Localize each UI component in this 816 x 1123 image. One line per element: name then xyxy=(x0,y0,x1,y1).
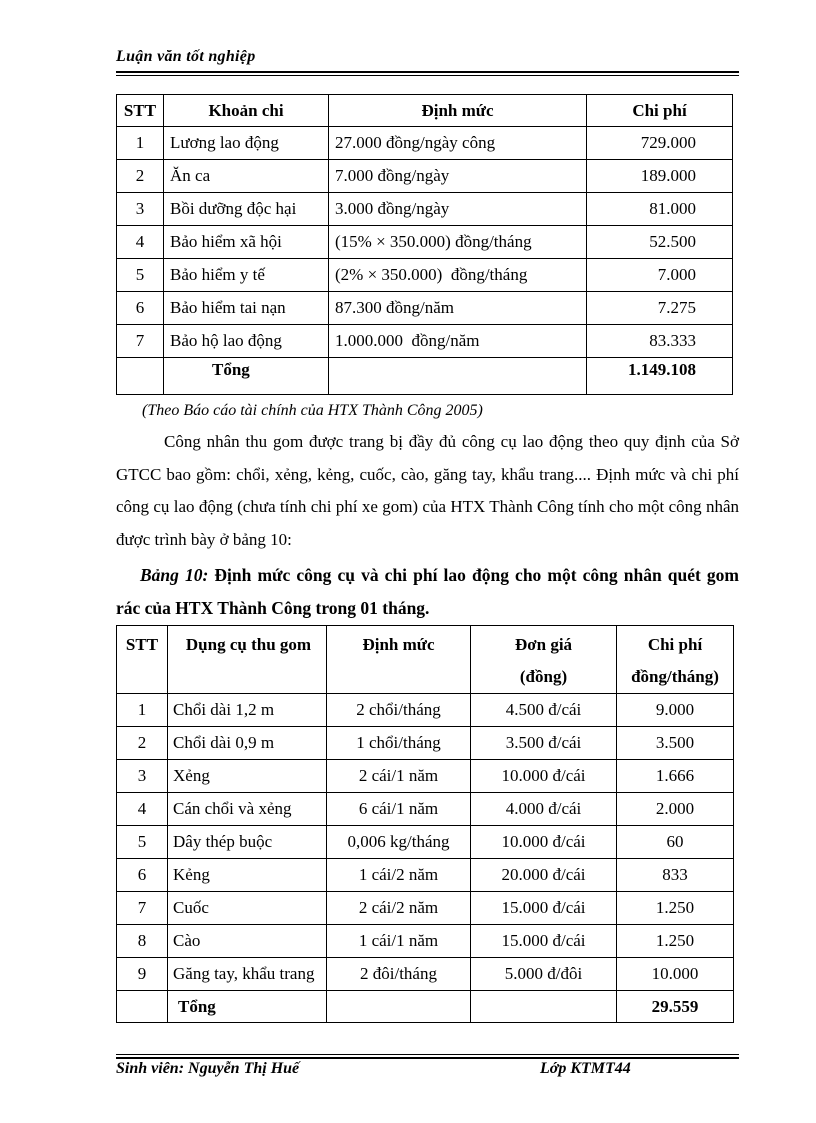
cell-norm: 2 cái/2 năm xyxy=(327,892,471,925)
cell-norm: 3.000 đồng/ngày xyxy=(329,193,587,226)
cell-stt: 8 xyxy=(117,925,168,958)
cell-cost: 10.000 xyxy=(617,958,734,991)
cell-price: 15.000 đ/cái xyxy=(471,892,617,925)
cell-norm: 0,006 kg/tháng xyxy=(327,826,471,859)
cell-norm: 2 chổi/tháng xyxy=(327,694,471,727)
total-value: 29.559 xyxy=(617,991,734,1023)
cell-norm: 2 cái/1 năm xyxy=(327,760,471,793)
paragraph-text: Công nhân thu gom được trang bị đầy đủ công cụ lao động theo quy định của Sở GTCC bao gồm: chổi, xẻng, kẻng, cuốc, cào, găng tay, khẩu trang.... Định mức và chi phí công cụ lao động (chưa tính chi phí xe gom) của HTX Thành Công tính cho một công nhân được trình bày ở bảng 10: xyxy=(116,432,739,549)
cell-stt-empty xyxy=(117,358,164,395)
cell-cost: 1.250 xyxy=(617,925,734,958)
cell-price: 15.000 đ/cái xyxy=(471,925,617,958)
cell-norm: 1 cái/2 năm xyxy=(327,859,471,892)
cell-norm: (2% × 350.000) đồng/tháng xyxy=(329,259,587,292)
price-header-line2: (đồng) xyxy=(519,667,568,686)
cell-stt: 2 xyxy=(117,727,168,760)
cell-cost: 1.666 xyxy=(617,760,734,793)
cell-item: Bảo hiểm xã hội xyxy=(164,226,329,259)
cell-price: 3.500 đ/cái xyxy=(471,727,617,760)
table-header-row xyxy=(117,95,733,127)
cell-stt: 9 xyxy=(117,958,168,991)
column-header-cost: Chi phí xyxy=(587,95,733,127)
footer-rule-thin xyxy=(116,1054,739,1055)
cell-cost: 52.500 xyxy=(587,226,733,259)
footer-class: Lớp KTMT44 xyxy=(540,1060,631,1077)
cell-item: Bảo hiểm tai nạn xyxy=(164,292,329,325)
cell-tool: Kẻng xyxy=(168,859,327,892)
table-row xyxy=(117,760,734,793)
header-title: Luận văn tốt nghiệp xyxy=(116,48,256,65)
source-note: (Theo Báo cáo tài chính của HTX Thành Công 2005) xyxy=(142,402,483,419)
column-header-tool: Dụng cụ thu gom xyxy=(168,626,327,694)
cell-price: 4.000 đ/cái xyxy=(471,793,617,826)
table-row xyxy=(117,226,733,259)
labor-cost-table xyxy=(116,94,733,395)
table-row xyxy=(117,325,733,358)
column-header-price xyxy=(471,626,617,694)
price-header-line1: Đơn giá xyxy=(514,635,573,654)
table-row xyxy=(117,259,733,292)
cell-norm-empty xyxy=(327,991,471,1023)
cell-tool: Găng tay, khẩu trang xyxy=(168,958,327,991)
table-row xyxy=(117,892,734,925)
cell-cost: 81.000 xyxy=(587,193,733,226)
cell-cost: 7.000 xyxy=(587,259,733,292)
cell-cost: 833 xyxy=(617,859,734,892)
page-footer xyxy=(116,1050,739,1080)
cell-stt: 5 xyxy=(117,259,164,292)
cell-cost: 2.000 xyxy=(617,793,734,826)
cell-stt: 7 xyxy=(117,892,168,925)
cell-tool: Cán chổi và xẻng xyxy=(168,793,327,826)
cost-header-line2: đồng/tháng) xyxy=(631,667,719,686)
total-label: Tổng xyxy=(164,358,329,395)
cell-stt: 7 xyxy=(117,325,164,358)
cell-stt: 3 xyxy=(117,193,164,226)
column-header-norm: Định mức xyxy=(327,626,471,694)
cell-stt: 3 xyxy=(117,760,168,793)
cell-norm: 7.000 đồng/ngày xyxy=(329,160,587,193)
cell-cost: 3.500 xyxy=(617,727,734,760)
caption-label: Bảng 10: xyxy=(140,565,209,585)
table-row xyxy=(117,958,734,991)
cell-norm: 27.000 đồng/ngày công xyxy=(329,127,587,160)
column-header-stt: STT xyxy=(117,95,164,127)
cell-cost: 83.333 xyxy=(587,325,733,358)
cell-price: 5.000 đ/đôi xyxy=(471,958,617,991)
cell-item: Bồi dưỡng độc hại xyxy=(164,193,329,226)
cell-cost: 729.000 xyxy=(587,127,733,160)
tool-cost-table xyxy=(116,625,734,1023)
total-label: Tổng xyxy=(168,991,327,1023)
cell-stt: 6 xyxy=(117,859,168,892)
cell-norm: 1 cái/1 năm xyxy=(327,925,471,958)
column-header-norm: Định mức xyxy=(329,95,587,127)
caption-text: Định mức công cụ và chi phí lao động cho một công nhân quét gom rác của HTX Thành Công trong 01 tháng. xyxy=(116,565,739,618)
table-row xyxy=(117,826,734,859)
cell-stt: 4 xyxy=(117,793,168,826)
cell-item: Bảo hộ lao động xyxy=(164,325,329,358)
cost-header-line1: Chi phí xyxy=(647,635,703,654)
cell-tool: Chổi dài 1,2 m xyxy=(168,694,327,727)
cell-item: Bảo hiểm y tế xyxy=(164,259,329,292)
table-row xyxy=(117,727,734,760)
footer-student: Sinh viên: Nguyễn Thị Huế xyxy=(116,1060,300,1077)
column-header-cost xyxy=(617,626,734,694)
cell-norm: (15% × 350.000) đồng/tháng xyxy=(329,226,587,259)
table-row xyxy=(117,292,733,325)
cell-norm-empty xyxy=(329,358,587,395)
table-row xyxy=(117,193,733,226)
table-row xyxy=(117,925,734,958)
cell-item: Ăn ca xyxy=(164,160,329,193)
table-total-row xyxy=(117,358,733,395)
cell-price: 20.000 đ/cái xyxy=(471,859,617,892)
cell-price-empty xyxy=(471,991,617,1023)
cell-norm: 6 cái/1 năm xyxy=(327,793,471,826)
column-header-stt: STT xyxy=(117,626,168,694)
cell-stt: 5 xyxy=(117,826,168,859)
cell-norm: 1.000.000 đồng/năm xyxy=(329,325,587,358)
cell-stt: 4 xyxy=(117,226,164,259)
cell-stt-empty xyxy=(117,991,168,1023)
column-header-item: Khoản chi xyxy=(164,95,329,127)
table-row xyxy=(117,160,733,193)
cell-price: 4.500 đ/cái xyxy=(471,694,617,727)
cell-price: 10.000 đ/cái xyxy=(471,826,617,859)
cell-tool: Cuốc xyxy=(168,892,327,925)
cell-cost: 9.000 xyxy=(617,694,734,727)
cell-tool: Xẻng xyxy=(168,760,327,793)
cell-cost: 7.275 xyxy=(587,292,733,325)
cell-price: 10.000 đ/cái xyxy=(471,760,617,793)
cell-tool: Dây thép buộc xyxy=(168,826,327,859)
cell-norm: 1 chổi/tháng xyxy=(327,727,471,760)
cell-tool: Cào xyxy=(168,925,327,958)
cell-cost: 1.250 xyxy=(617,892,734,925)
table-row xyxy=(117,127,733,160)
cell-tool: Chổi dài 0,9 m xyxy=(168,727,327,760)
table-header-row xyxy=(117,626,734,694)
table-total-row xyxy=(117,991,734,1023)
cell-stt: 1 xyxy=(117,127,164,160)
total-value: 1.149.108 xyxy=(587,358,733,395)
cell-cost: 189.000 xyxy=(587,160,733,193)
table-caption xyxy=(116,559,739,625)
table-row xyxy=(117,859,734,892)
cell-norm: 87.300 đồng/năm xyxy=(329,292,587,325)
cell-cost: 60 xyxy=(617,826,734,859)
table-row xyxy=(117,793,734,826)
cell-item: Lương lao động xyxy=(164,127,329,160)
cell-stt: 6 xyxy=(117,292,164,325)
header-rule-thick xyxy=(116,71,739,73)
header-rule-thin xyxy=(116,75,739,76)
body-paragraph xyxy=(116,426,739,556)
cell-norm: 2 đôi/tháng xyxy=(327,958,471,991)
cell-stt: 1 xyxy=(117,694,168,727)
cell-stt: 2 xyxy=(117,160,164,193)
table-row xyxy=(117,694,734,727)
footer-rule-thick xyxy=(116,1057,739,1059)
page-header xyxy=(116,47,739,77)
